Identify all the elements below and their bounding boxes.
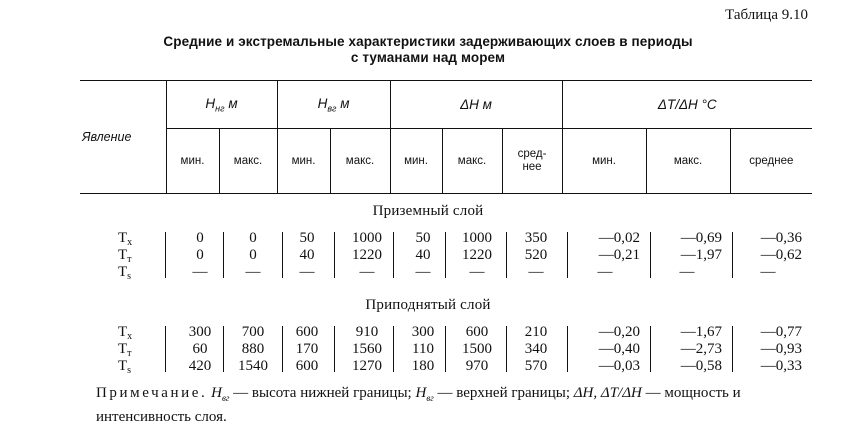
column-separator bbox=[506, 326, 507, 372]
table-cell: 180 bbox=[411, 358, 435, 374]
header-max: макс. bbox=[442, 129, 502, 194]
table-cell: 0 bbox=[249, 247, 257, 263]
table-cell: —0,03 bbox=[598, 358, 640, 374]
table-cell: —0,93 bbox=[760, 341, 802, 357]
table-cell: 1220 bbox=[352, 247, 382, 263]
table-cell: 1270 bbox=[352, 358, 382, 374]
table-cell: 0 bbox=[249, 230, 257, 246]
row-label: $T_x$ bbox=[118, 230, 133, 248]
column-separator bbox=[567, 232, 568, 278]
table-cell: 600 bbox=[295, 358, 319, 374]
table-cell: 170 bbox=[295, 341, 319, 357]
header-h-lower: $H_{нг}$ м bbox=[166, 81, 277, 129]
table-cell: 300 bbox=[411, 324, 435, 340]
note-label: Примечание. bbox=[96, 385, 208, 401]
table-cell: —2,73 bbox=[680, 341, 722, 357]
table-cell: —0,21 bbox=[598, 247, 640, 263]
table-cell: 40 bbox=[299, 247, 315, 263]
header-table bbox=[80, 80, 812, 194]
header-delta-h: ΔH м bbox=[390, 81, 562, 129]
table-cell: 60 bbox=[192, 341, 208, 357]
header-h-upper: $H_{вг}$ м bbox=[277, 81, 390, 129]
header-min: мин. bbox=[166, 129, 219, 194]
column-separator bbox=[506, 232, 507, 278]
column-separator bbox=[567, 326, 568, 372]
header-max: макс. bbox=[330, 129, 390, 194]
section-title: Приземный слой bbox=[372, 203, 484, 219]
table-caption bbox=[0, 34, 856, 66]
column-separator bbox=[165, 232, 166, 278]
column-separator bbox=[393, 232, 394, 278]
table-cell: —1,97 bbox=[680, 247, 722, 263]
table-cell: 1000 bbox=[352, 230, 382, 246]
header-delta-t-delta-h: ΔT/ΔH °C bbox=[562, 81, 812, 129]
table-cell: 520 bbox=[524, 247, 548, 263]
table-cell: 0 bbox=[196, 230, 204, 246]
table-cell: —0,20 bbox=[598, 324, 640, 340]
column-separator bbox=[732, 232, 733, 278]
table-cell: 0 bbox=[196, 247, 204, 263]
table-cell: 50 bbox=[415, 230, 431, 246]
column-separator bbox=[223, 232, 224, 278]
table-cell: 110 bbox=[412, 341, 434, 357]
table-cell: — bbox=[359, 264, 375, 280]
table-cell: 600 bbox=[465, 324, 489, 340]
header-max: макс. bbox=[219, 129, 277, 194]
table-cell: 970 bbox=[465, 358, 489, 374]
caption-line-2: с туманами над морем bbox=[350, 50, 506, 65]
table-cell: 910 bbox=[355, 324, 379, 340]
table-cell: 1220 bbox=[462, 247, 492, 263]
table-cell: 600 bbox=[295, 324, 319, 340]
table-cell: 420 bbox=[188, 358, 212, 374]
table-cell: — bbox=[245, 264, 261, 280]
row-label: $T_т$ bbox=[118, 341, 132, 359]
column-separator bbox=[165, 326, 166, 372]
row-label: $T_x$ bbox=[118, 324, 133, 342]
table-cell: —1,67 bbox=[680, 324, 722, 340]
column-separator bbox=[334, 232, 335, 278]
table-cell: 1560 bbox=[352, 341, 382, 357]
table-cell: 1500 bbox=[462, 341, 492, 357]
table-cell: —0,02 bbox=[598, 230, 640, 246]
column-separator bbox=[223, 326, 224, 372]
column-separator bbox=[445, 326, 446, 372]
table-cell: —0,33 bbox=[760, 358, 802, 374]
column-separator bbox=[445, 232, 446, 278]
table-cell: — bbox=[760, 264, 776, 280]
caption-line-1: Средние и экстремальные характеристики задерживающих слоев в периоды bbox=[163, 34, 693, 49]
column-separator bbox=[334, 326, 335, 372]
header-min: мин. bbox=[277, 129, 330, 194]
section-title: Приподнятый слой bbox=[365, 297, 491, 313]
header-avg: среднее bbox=[730, 129, 812, 194]
table-note: Примечание. $H_{вг}$ — высота нижней границы; $H_{вг}$ — верхней границы; ΔH, ΔT/ΔH — мощность и интенсивность слоя. bbox=[96, 385, 741, 425]
table-cell: —0,40 bbox=[598, 341, 640, 357]
table-cell: — bbox=[597, 264, 613, 280]
header-max: макс. bbox=[646, 129, 730, 194]
table-cell: 570 bbox=[524, 358, 548, 374]
table-cell: — bbox=[528, 264, 544, 280]
column-separator bbox=[650, 326, 651, 372]
header-min: мин. bbox=[562, 129, 646, 194]
table-cell: 210 bbox=[524, 324, 548, 340]
table-cell: 40 bbox=[415, 247, 431, 263]
table-cell: — bbox=[679, 264, 695, 280]
table-cell: 1000 bbox=[462, 230, 492, 246]
table-cell: 300 bbox=[188, 324, 212, 340]
header-min: мин. bbox=[390, 129, 442, 194]
column-separator bbox=[732, 326, 733, 372]
row-label: $T_т$ bbox=[118, 247, 132, 265]
table-cell: — bbox=[415, 264, 431, 280]
table-cell: —0,62 bbox=[760, 247, 802, 263]
column-separator bbox=[282, 232, 283, 278]
table-cell: 880 bbox=[241, 341, 265, 357]
table-cell: 50 bbox=[299, 230, 315, 246]
table-cell: 1540 bbox=[238, 358, 268, 374]
table-cell: —0,77 bbox=[760, 324, 802, 340]
row-label: $T_s$ bbox=[118, 264, 132, 282]
column-separator bbox=[282, 326, 283, 372]
table-cell: 350 bbox=[524, 230, 548, 246]
header-phenomenon: Явление bbox=[80, 81, 166, 194]
header-avg: сред- нее bbox=[502, 129, 562, 194]
table-cell: —0,36 bbox=[760, 230, 802, 246]
column-separator bbox=[393, 326, 394, 372]
table-cell: —0,69 bbox=[680, 230, 722, 246]
table-cell: —0,58 bbox=[680, 358, 722, 374]
column-separator bbox=[650, 232, 651, 278]
table-cell: 700 bbox=[241, 324, 265, 340]
table-cell: — bbox=[192, 264, 208, 280]
table-cell: — bbox=[469, 264, 485, 280]
table-cell: 340 bbox=[524, 341, 548, 357]
row-label: $T_s$ bbox=[118, 358, 132, 376]
table-number: Таблица 9.10 bbox=[725, 7, 808, 23]
table-cell: — bbox=[299, 264, 315, 280]
